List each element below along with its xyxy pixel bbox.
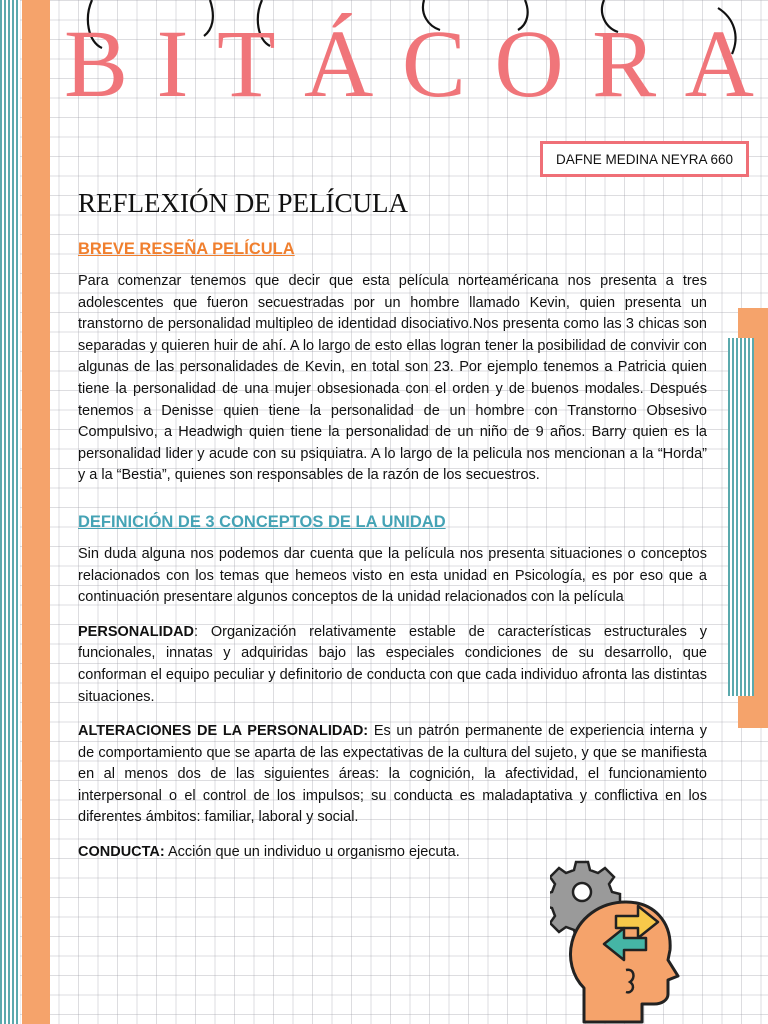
bitacora-title (64, 10, 754, 117)
title-letter: I (156, 10, 189, 117)
section-heading-concepts: DEFINICIÓN DE 3 CONCEPTOS DE LA UNIDAD (78, 512, 446, 531)
title-letter: B (64, 10, 129, 117)
title-letter: C (401, 10, 466, 117)
concept-term: CONDUCTA: (78, 844, 165, 861)
concept-term: ALTERACIONES DE LA PERSONALIDAD: (78, 723, 369, 740)
title-letter: Á (304, 10, 374, 117)
concept-definition: Organización relativamente estable de características estructurales y funcionales, innatas y adquiridas bajo las especiales condiciones de su desarrollo, que conforman el equipo peculiar y definitorio de conducta con que cada individuo afronta las distintas situaciones. (78, 623, 707, 705)
title-letter: A (684, 10, 754, 117)
left-orange-stripe (22, 0, 50, 1024)
concept-separator: : (194, 623, 199, 640)
right-teal-stripe (728, 338, 754, 696)
title-letter: T (216, 10, 276, 117)
concept-personalidad (78, 622, 707, 708)
concept-definition: Es un patrón permanente de experiencia interna y de comportamiento que se aparta de las expectativas de la cultura del sujeto, y que se manifiesta en al menos dos de las siguientes áreas: la cognición, la afectividad, el funcionamiento interpersonal o el control de los impulsos; su conducta es maladaptativa y conflictiva en los diferentes ámbitos: familiar, laboral y social. (78, 723, 708, 826)
author-name-box: DAFNE MEDINA NEYRA 660 (540, 141, 749, 177)
concept-term: PERSONALIDAD (78, 623, 195, 640)
left-teal-stripe (0, 0, 20, 1024)
document-body (78, 240, 707, 877)
review-paragraph: Para comenzar tenemos que decir que esta película norteaméricana nos presenta a tres adolescentes que fueron secuestradas por un hombre llamado Kevin, quien presenta un transtorno de personalidad multipleo de identidad disociativo.Nos presenta como las 3 chicas son separadas y quieren huir de ahí. A lo largo de esto ellas logran tener la posibilidad de convivir con algunas de las personalidades de Kevin, en total son 23. Por ejemplo tenemos a Patricia quien tiene la personalidad de una mujer obsesionada con el orden y de buenos modales. Después tenemos a Denisse quien tiene la personalidad de un hombre con Transtorno Obsesivo Compulsivo, a Headwigh quien tiene la personalidad de un niño de 9 años. Barry quien es la personalidad lider y acude con su psiquiatra. A lo largo de la pelicula nos mencionan a la “Horda” y a la “Bestia”, quienes son responsables de la razón de los secuestros. (78, 273, 707, 484)
title-letter: O (494, 10, 564, 117)
document-title: REFLEXIÓN DE PELÍCULA (78, 188, 408, 218)
section-heading-review: BREVE RESEÑA PELÍCULA (78, 240, 295, 258)
concept-definition: Acción que un individuo u organismo ejecuta. (164, 844, 460, 861)
head-gear-arrows-icon (550, 858, 685, 1024)
concepts-intro-paragraph: Sin duda alguna nos podemos dar cuenta que la película nos presenta situaciones o conceptos relacionados con los temas que hemeos visto en esta unidad en Psicología, es por eso que a continuación presentare algunos conceptos de la unidad relacionados con la película (78, 545, 707, 606)
concept-alteraciones (78, 721, 707, 829)
title-letter: R (592, 10, 657, 117)
